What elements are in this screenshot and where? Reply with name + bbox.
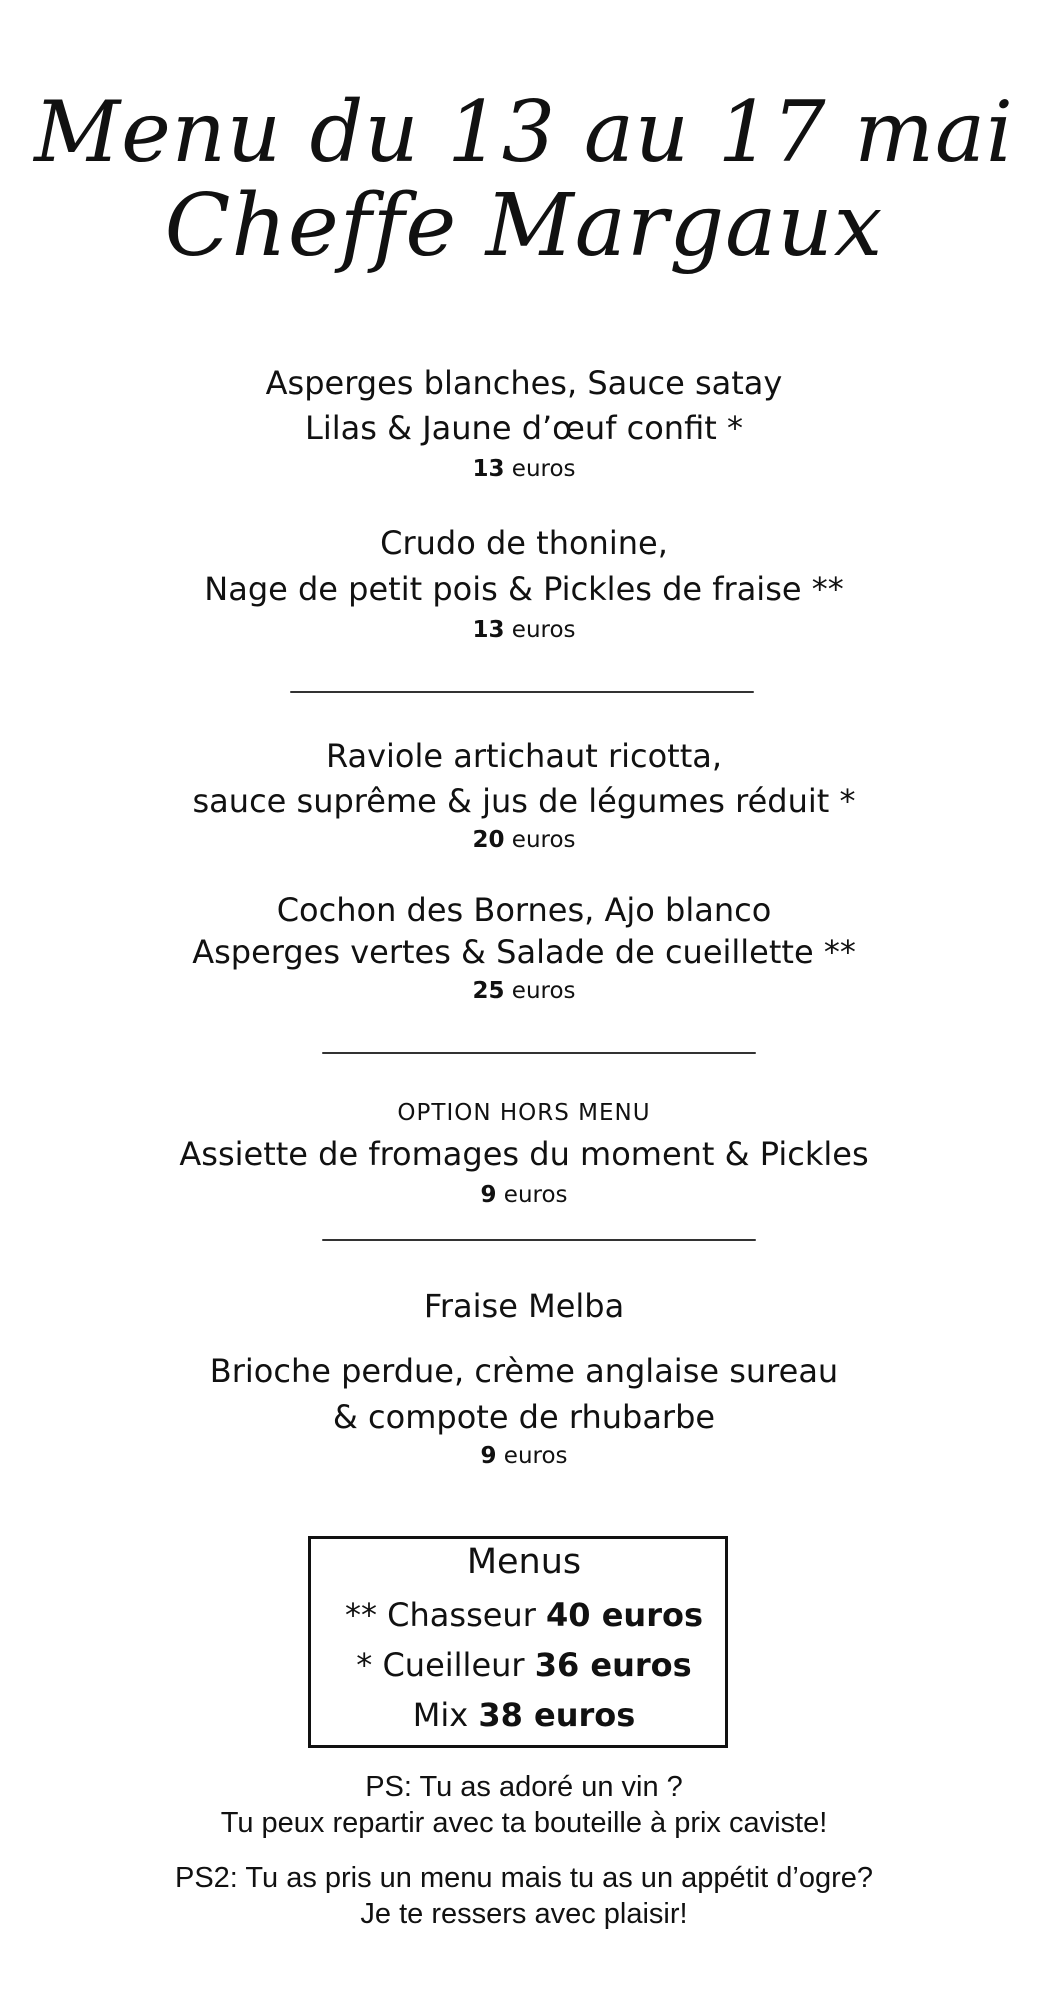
- option-price-currency: euros: [503, 1182, 568, 1208]
- menu-mix-name: Mix: [412, 1696, 469, 1734]
- dessert-2-line2: & compote de rhubarbe: [332, 1398, 716, 1436]
- menu-cueilleur-price: 36 euros: [534, 1646, 692, 1684]
- starter-2-price: [0, 615, 1048, 645]
- starter-2-price-value: 13: [472, 617, 505, 643]
- menu-mix-price: 38 euros: [478, 1696, 636, 1734]
- divider-3: [322, 1239, 756, 1241]
- dessert-1-line1: Fraise Melba: [423, 1287, 625, 1325]
- menu-chasseur-price: 40 euros: [546, 1596, 703, 1634]
- option-label: OPTION HORS MENU: [397, 1100, 651, 1126]
- menu-cueilleur: [0, 1643, 1048, 1687]
- main-1-line1: Raviole artichaut ricotta,: [325, 737, 723, 775]
- main-1-line2: sauce suprême & jus de légumes réduit *: [192, 782, 856, 820]
- option-price-value: 9: [480, 1182, 497, 1208]
- option-line1: Assiette de fromages du moment & Pickles: [179, 1135, 869, 1173]
- menu-mix: [0, 1693, 1048, 1737]
- dessert-2-price-currency: euros: [503, 1443, 568, 1469]
- main-2-price: [0, 976, 1048, 1006]
- starter-1-price-currency: euros: [511, 456, 576, 482]
- divider-2: [322, 1052, 756, 1054]
- starter-1-price-value: 13: [472, 456, 505, 482]
- starter-1-line1: Asperges blanches, Sauce satay: [265, 364, 783, 402]
- main-2-line1: Cochon des Bornes, Ajo blanco: [276, 891, 772, 929]
- starter-2-line2: Nage de petit pois & Pickles de fraise **: [204, 570, 844, 608]
- main-1-price-currency: euros: [511, 827, 576, 853]
- main-2-price-value: 25: [472, 978, 505, 1004]
- menu-cueilleur-name: * Cueilleur: [356, 1646, 525, 1684]
- divider-1: [290, 691, 754, 693]
- main-1-price: [0, 825, 1048, 855]
- menu-title: Menu du 13 au 17 mai: [34, 83, 1014, 181]
- option-price: [0, 1180, 1048, 1210]
- starter-2-price-currency: euros: [511, 617, 576, 643]
- dessert-2-line1: Brioche perdue, crème anglaise sureau: [209, 1352, 839, 1390]
- ps2-line1: PS2: Tu as pris un menu mais tu as un appétit d’ogre?: [174, 1862, 873, 1894]
- ps1-line1: PS: Tu as adoré un vin ?: [365, 1771, 683, 1803]
- ps1-line2: Tu peux repartir avec ta bouteille à prix caviste!: [220, 1807, 828, 1839]
- menu-chasseur: [0, 1593, 1048, 1637]
- dessert-2-price-value: 9: [480, 1443, 497, 1469]
- main-2-price-currency: euros: [511, 978, 576, 1004]
- starter-1-line2: Lilas & Jaune d’œuf confit *: [305, 409, 743, 447]
- menu-chasseur-name: ** Chasseur: [344, 1596, 536, 1634]
- ps2-line2: Je te ressers avec plaisir!: [360, 1898, 688, 1930]
- menus-box-title: Menus: [466, 1542, 582, 1582]
- main-2-line2: Asperges vertes & Salade de cueillette **: [192, 933, 856, 971]
- starter-1-price: [0, 454, 1048, 484]
- chef-name: Cheffe Margaux: [164, 176, 884, 276]
- dessert-2-price: [0, 1441, 1048, 1471]
- main-1-price-value: 20: [472, 827, 505, 853]
- starter-2-line1: Crudo de thonine,: [380, 524, 668, 562]
